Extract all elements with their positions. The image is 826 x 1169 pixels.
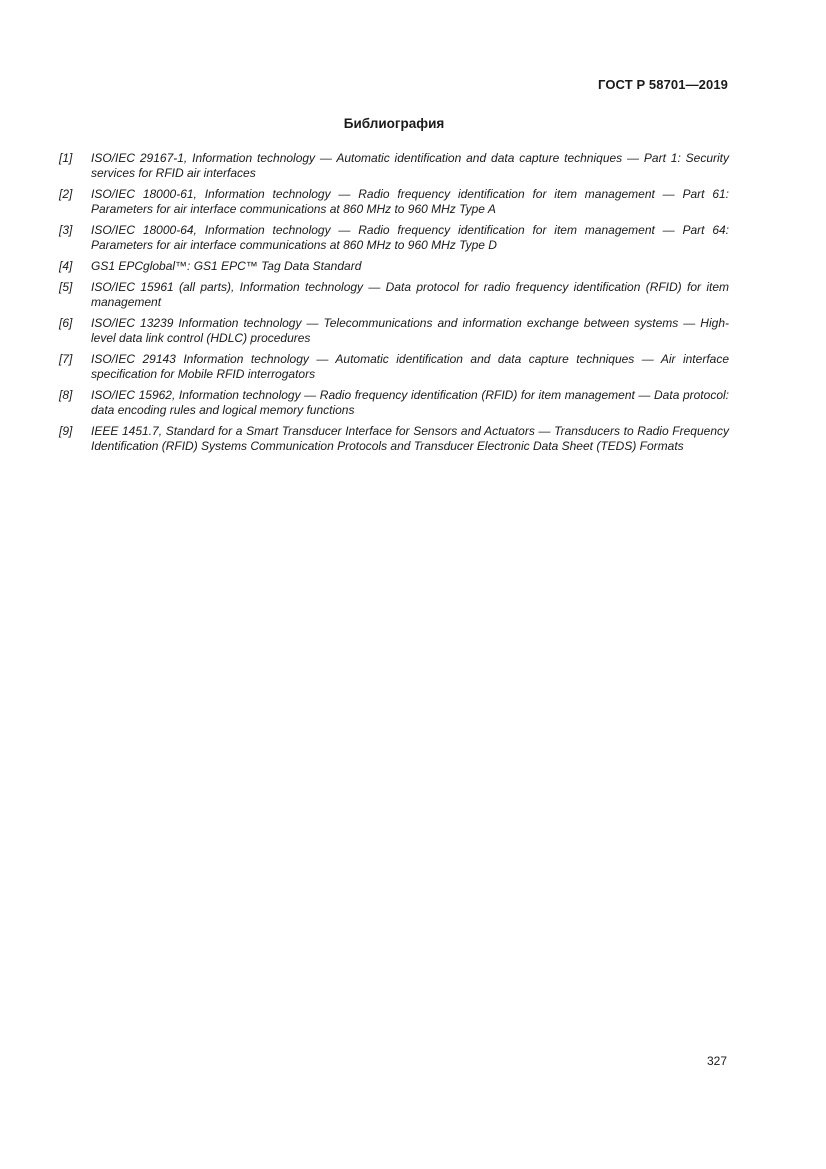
bibliography-entry	[59, 388, 729, 418]
entry-text: ISO/IEC 15962, Information technology — Radio frequency identification (RFID) for item management — Data protocol: data encoding rules and logical memory functions	[91, 388, 729, 417]
bibliography-list	[59, 151, 729, 460]
entry-text: ISO/IEC 29167-1, Information technology — Automatic identification and data capture techniques — Part 1: Security services for RFID air interfaces	[91, 151, 729, 180]
entry-text: ISO/IEC 15961 (all parts), Information technology — Data protocol for radio frequency identification (RFID) for item management	[91, 280, 729, 309]
entry-text: IEEE 1451.7, Standard for a Smart Transducer Interface for Sensors and Actuators — Transducers to Radio Frequency Identification (RFID) Systems Communication Protocols and Transducer Electronic Data Sheet (TEDS) Formats	[91, 424, 729, 453]
bibliography-entry	[59, 424, 729, 454]
entry-number: [7]	[59, 352, 73, 366]
bibliography-entry	[59, 259, 729, 274]
bibliography-entry	[59, 223, 729, 253]
entry-number: [4]	[59, 259, 73, 273]
entry-number: [1]	[59, 151, 73, 165]
page-number: 327	[706, 1054, 727, 1068]
bibliography-entry	[59, 316, 729, 346]
bibliography-title: Библиография	[343, 116, 445, 131]
entry-number: [5]	[59, 280, 73, 294]
entry-number: [2]	[59, 187, 73, 201]
entry-number: [8]	[59, 388, 73, 402]
entry-number: [6]	[59, 316, 73, 330]
entry-text: ISO/IEC 18000-61, Information technology — Radio frequency identification for item management — Part 61: Parameters for air interface communications at 860 MHz to 960 MHz Type A	[91, 187, 729, 216]
bibliography-entry	[59, 280, 729, 310]
entry-text: ISO/IEC 29143 Information technology — Automatic identification and data capture techniques — Air interface specification for Mobile RFID interrogators	[91, 352, 729, 381]
entry-text: GS1 EPCglobal™: GS1 EPC™ Tag Data Standard	[91, 259, 362, 273]
bibliography-entry	[59, 352, 729, 382]
entry-number: [3]	[59, 223, 73, 237]
entry-text: ISO/IEC 13239 Information technology — Telecommunications and information exchange between systems — High-level data link control (HDLC) procedures	[91, 316, 729, 345]
entry-text: ISO/IEC 18000-64, Information technology — Radio frequency identification for item management — Part 64: Parameters for air interface communications at 860 MHz to 960 MHz Type D	[91, 223, 729, 252]
document-id: ГОСТ Р 58701—2019	[598, 77, 728, 92]
bibliography-entry	[59, 151, 729, 181]
entry-number: [9]	[59, 424, 73, 438]
bibliography-entry	[59, 187, 729, 217]
